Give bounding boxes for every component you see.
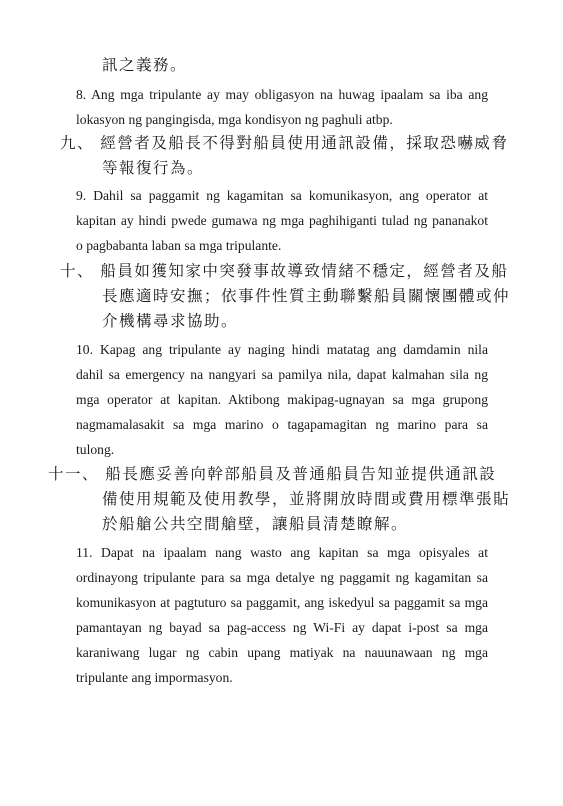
item-11-line-5: karaniwang lugar ng cabin upang matiyak na nauunawaan ng mga (76, 645, 488, 660)
item-9-line-2: kapitan ay hindi pwede gumawa ng mga paghihiganti tulad ng pananakot (76, 213, 488, 228)
item-11-line-6: tripulante ang impormasyon. (76, 670, 233, 685)
item-10-zh-line-3: 介機構尋求協助。 (102, 312, 239, 330)
item-8-line-2: lokasyon ng pangingisda, mga kondisyon ng paghuli atbp. (76, 112, 393, 127)
item-8-line-1: 8. Ang mga tripulante ay may obligasyon na huwag ipaalam sa iba ang (76, 87, 488, 102)
item-11-zh-line-3: 於船艙公共空間艙壁，讓船員清楚瞭解。 (102, 515, 409, 533)
item-10-line-3: mga operator at kapitan. Aktibong makipag-ugnayan sa mga grupong (76, 392, 488, 407)
item-9-line-1: 9. Dahil sa paggamit ng kagamitan sa komunikasyon, ang operator at (76, 188, 488, 203)
item-9-zh-line-2: 等報復行為。 (102, 159, 205, 177)
item-11-zh-line-2: 備使用規範及使用教學，並將開放時間或費用標準張貼 (102, 490, 511, 508)
item-10-line-2: dahil sa emergency na nangyari sa pamilya nila, dapat kalmahan sila ng (76, 367, 488, 382)
item-11-line-2: ordinayong tripulante para sa mga detalye ng paggamit ng kagamitan sa (76, 570, 488, 585)
item-11-line-3: komunikasyon at pagtuturo sa paggamit, ang iskedyul sa paggamit sa mga (76, 595, 488, 610)
item-10-zh-line-2: 長應適時安撫；依事件性質主動聯繫船員關懷團體或仲 (102, 287, 511, 305)
item-10-line-5: tulong. (76, 442, 115, 457)
zh-continuation: 訊之義務。 (102, 56, 188, 74)
item-9-zh-line-1: 九、 經營者及船長不得對船員使用通訊設備，採取恐嚇威脅 (60, 134, 509, 152)
item-10-line-4: nagmamalasakit sa mga marino o tagapamagitan ng marino para sa (76, 417, 488, 432)
item-9-line-3: o pagbabanta laban sa mga tripulante. (76, 238, 282, 253)
item-10-line-1: 10. Kapag ang tripulante ay naging hindi matatag ang damdamin nila (76, 342, 488, 357)
item-11-zh-line-1: 十一、 船長應妥善向幹部船員及普通船員告知並提供通訊設 (48, 465, 497, 483)
item-10-zh-line-1: 十、 船員如獲知家中突發事故導致情緒不穩定，經營者及船 (60, 262, 509, 280)
item-11-line-1: 11. Dapat na ipaalam nang wasto ang kapitan sa mga opisyales at (76, 545, 488, 560)
item-11-line-4: pamantayan ng bayad sa pag-access ng Wi-Fi ay dapat i-post sa mga (76, 620, 488, 635)
